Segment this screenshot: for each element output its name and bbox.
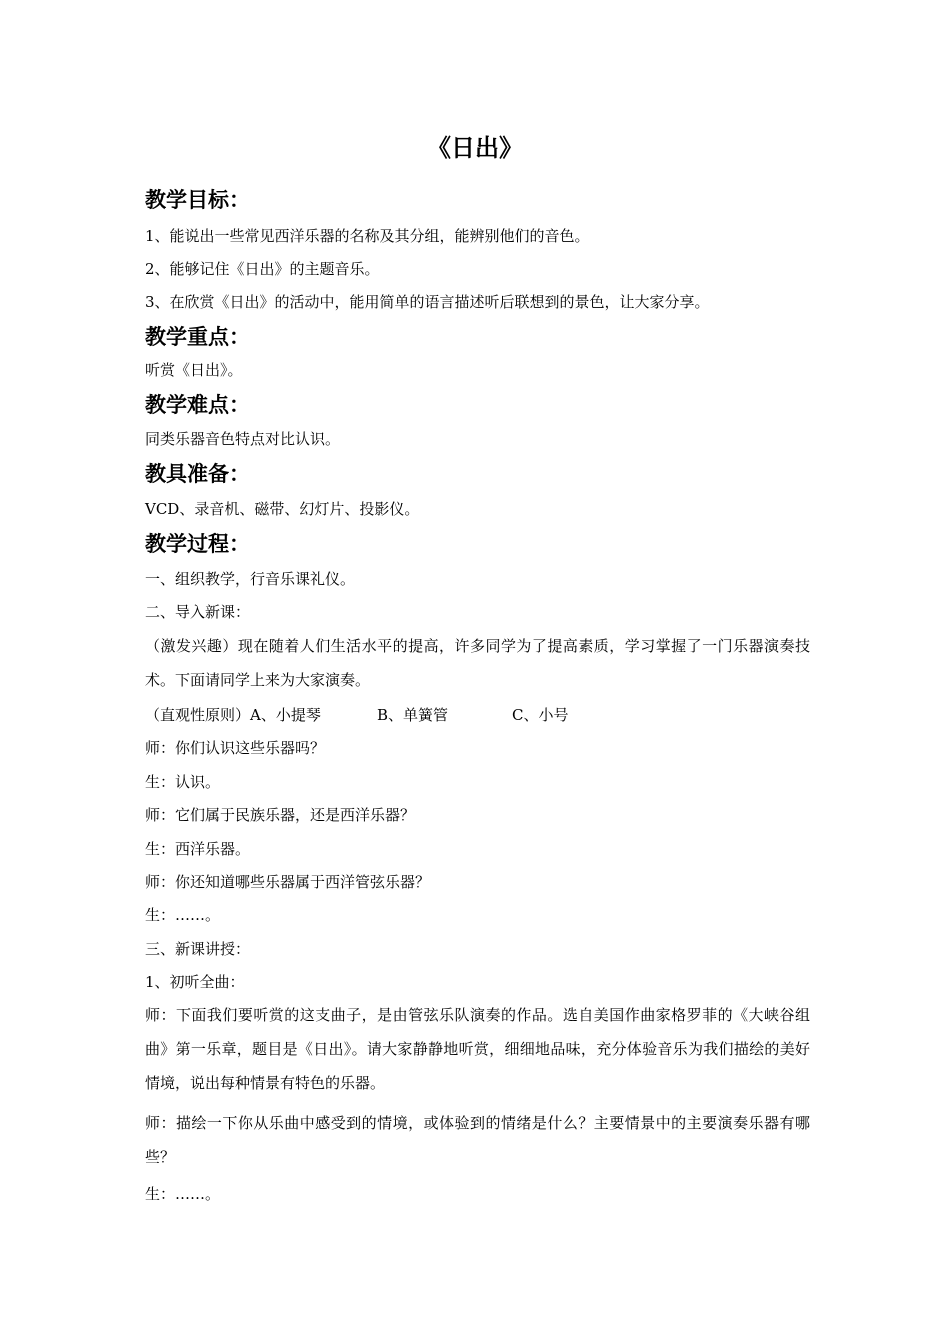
process-heading: 教学过程：	[145, 532, 250, 556]
sub-step-1: 1、初听全曲：	[145, 973, 245, 991]
dialog-line: 生：认识。	[145, 773, 221, 791]
dialog-line: 师：你还知道哪些乐器属于西洋管弦乐器？	[145, 873, 431, 891]
process-step-2: 二、导入新课：	[145, 603, 251, 621]
document-title: 《日出》	[427, 134, 523, 162]
process-step-1: 一、组织教学，行音乐课礼仪。	[145, 570, 356, 588]
materials-heading: 教具准备：	[145, 462, 250, 486]
intro-paragraph: （激发兴趣）现在随着人们生活水平的提高，许多同学为了提高素质，学习掌握了一门乐器演奏技术。下面请同学上来为大家演奏。	[145, 637, 810, 689]
objective-item: 1、能说出一些常见西洋乐器的名称及其分组，能辨别他们的音色。	[145, 227, 590, 245]
dialog-line: 生：西洋乐器。	[145, 840, 251, 858]
dialog-line: 生：……。	[145, 906, 221, 924]
process-step-3: 三、新课讲授：	[145, 940, 251, 958]
dialog-line: 师：它们属于民族乐器，还是西洋乐器？	[145, 806, 416, 824]
objective-item: 2、能够记住《日出》的主题音乐。	[145, 260, 380, 278]
student-response: 生：……。	[145, 1185, 221, 1203]
instrument-options	[145, 704, 810, 726]
teacher-paragraph-1: 师：下面我们要听赏的这支曲子，是由管弦乐队演奏的作品。选自美国作曲家格罗菲的《大峡谷组曲》第一乐章，题目是《日出》。请大家静静地听赏，细细地品味，充分体验音乐为我们描绘的美好情境，说出每种情景有特色的乐器。	[145, 1006, 810, 1092]
dialog-line: 师：你们认识这些乐器吗？	[145, 739, 326, 757]
key-points-text: 听赏《日出》。	[145, 361, 243, 379]
option-b: B、单簧管	[377, 706, 449, 724]
option-a: （直观性原则）A、小提琴	[145, 706, 321, 724]
objective-item: 3、在欣赏《日出》的活动中，能用简单的语言描述听后联想到的景色，让大家分享。	[145, 293, 710, 311]
difficulties-heading: 教学难点：	[145, 393, 250, 417]
option-c: C、小号	[512, 706, 569, 724]
difficulties-text: 同类乐器音色特点对比认识。	[145, 430, 341, 448]
teacher-paragraph-2: 师：描绘一下你从乐曲中感受到的情境，或体验到的情绪是什么？主要情景中的主要演奏乐器有哪些？	[145, 1114, 810, 1166]
materials-text: VCD、录音机、磁带、幻灯片、投影仪。	[145, 500, 420, 518]
key-points-heading: 教学重点：	[145, 325, 250, 349]
objectives-heading: 教学目标：	[145, 188, 250, 212]
